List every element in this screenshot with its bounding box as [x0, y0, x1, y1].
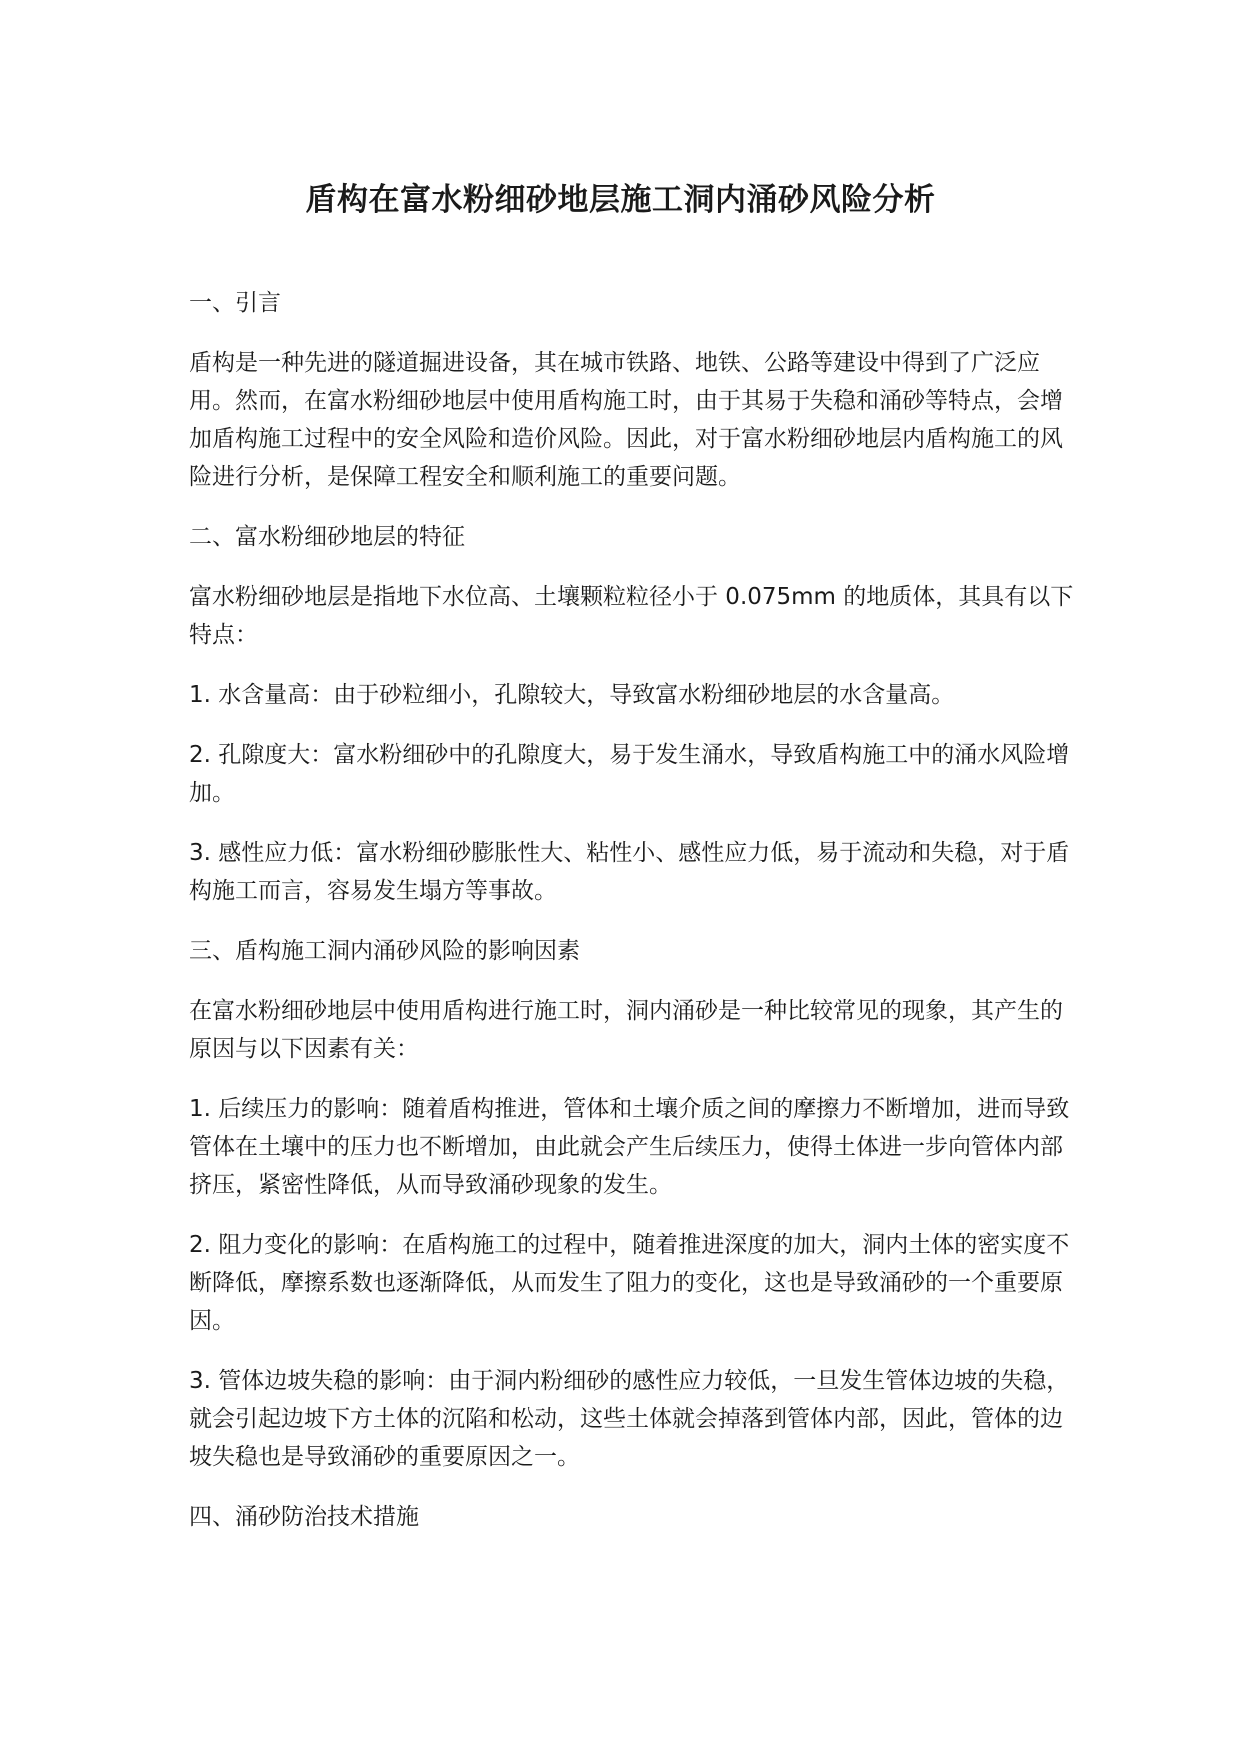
list-item: 3. 管体边坡失稳的影响：由于洞内粉细砂的感性应力较低，一旦发生管体边坡的失稳，就会引起边坡下方土体的沉陷和松动，这些土体就会掉落到管体内部，因此，管体的边坡失稳也是导致涌砂的重要原因之一。 — [189, 1368, 1070, 1470]
document-title: 盾构在富水粉细砂地层施工洞内涌砂风险分析 — [305, 182, 936, 218]
document-body — [189, 284, 1081, 1558]
section-heading-stratum-features: 二、富水粉细砂地层的特征 — [189, 524, 465, 550]
paragraph: 富水粉细砂地层是指地下水位高、土壤颗粒粒径小于 0.075mm 的地质体，其具有以下特点： — [189, 584, 1074, 648]
paragraph: 在富水粉细砂地层中使用盾构进行施工时，洞内涌砂是一种比较常见的现象，其产生的原因与以下因素有关： — [189, 998, 1063, 1062]
list-item: 3. 感性应力低：富水粉细砂膨胀性大、粘性小、感性应力低，易于流动和失稳，对于盾构施工而言，容易发生塌方等事故。 — [189, 840, 1070, 904]
section-heading-risk-factors: 三、盾构施工洞内涌砂风险的影响因素 — [189, 938, 580, 964]
section-heading-prevention-measures: 四、涌砂防治技术措施 — [189, 1504, 419, 1530]
paragraph: 盾构是一种先进的隧道掘进设备，其在城市铁路、地铁、公路等建设中得到了广泛应用。然而，在富水粉细砂地层中使用盾构施工时，由于其易于失稳和涌砂等特点，会增加盾构施工过程中的安全风险和造价风险。因此，对于富水粉细砂地层内盾构施工的风险进行分析，是保障工程安全和顺利施工的重要问题。 — [189, 350, 1063, 490]
list-item: 1. 水含量高：由于砂粒细小，孔隙较大，导致富水粉细砂地层的水含量高。 — [189, 682, 955, 708]
list-item: 1. 后续压力的影响：随着盾构推进，管体和土壤介质之间的摩擦力不断增加，进而导致管体在土壤中的压力也不断增加，由此就会产生后续压力，使得土体进一步向管体内部挤压，紧密性降低，从而导致涌砂现象的发生。 — [189, 1096, 1070, 1198]
section-heading-introduction: 一、引言 — [189, 290, 281, 316]
list-item: 2. 孔隙度大：富水粉细砂中的孔隙度大，易于发生涌水，导致盾构施工中的涌水风险增加。 — [189, 742, 1070, 806]
list-item: 2. 阻力变化的影响：在盾构施工的过程中，随着推进深度的加大，洞内土体的密实度不断降低，摩擦系数也逐渐降低，从而发生了阻力的变化，这也是导致涌砂的一个重要原因。 — [189, 1232, 1070, 1334]
